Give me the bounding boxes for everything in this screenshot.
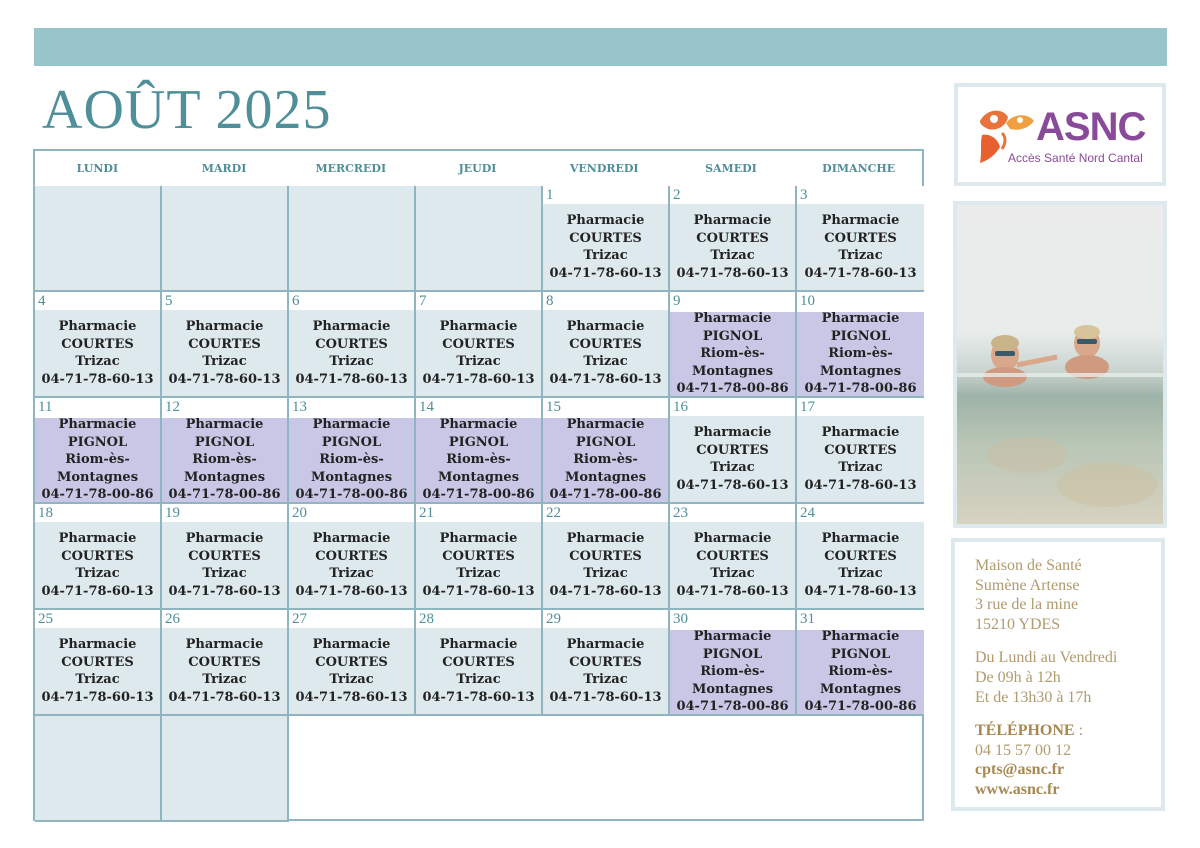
pharmacy-phone: 04-71-78-60-13	[295, 371, 408, 387]
pharmacy-line: COURTES	[61, 654, 134, 670]
pharmacy-line: PIGNOL	[830, 328, 891, 344]
pharmacy-line: COURTES	[569, 654, 642, 670]
day-cell	[416, 610, 543, 716]
pharmacy-line: Trizac	[583, 354, 628, 369]
day-number: 18	[38, 505, 53, 521]
day-number: 23	[673, 505, 688, 521]
pharmacy-line: Pharmacie	[566, 213, 645, 228]
pharmacy-line: Pharmacie	[312, 637, 391, 652]
pharmacy-line: Pharmacie	[439, 637, 518, 652]
pharmacy-line: Pharmacie	[439, 531, 518, 546]
pharmacy-line: Pharmacie	[821, 629, 900, 645]
pharmacy-on-duty	[35, 522, 160, 608]
pharmacy-line: COURTES	[442, 654, 515, 670]
pharmacy-on-duty	[797, 630, 924, 714]
day-number: 11	[38, 399, 53, 415]
pharmacy-on-duty	[670, 416, 795, 502]
pharmacy-on-duty	[670, 312, 795, 396]
pharmacy-line: COURTES	[61, 548, 134, 564]
day-number: 7	[419, 293, 427, 309]
pharmacy-line: Trizac	[202, 672, 247, 687]
pharmacy-line: Trizac	[838, 248, 883, 263]
pharmacy-line: COURTES	[315, 654, 388, 670]
pharmacy-line: Trizac	[329, 672, 374, 687]
day-cell	[670, 292, 797, 398]
day-cell	[416, 292, 543, 398]
address-line: 3 rue de la mine	[975, 596, 1079, 614]
page-title: AOÛT 2025	[42, 79, 332, 141]
pharmacy-line: Trizac	[75, 354, 120, 369]
day-number: 28	[419, 611, 434, 627]
pharmacy-on-duty	[543, 628, 668, 714]
weekday-samedi: SAMEDI	[705, 162, 757, 175]
day-cell	[797, 186, 924, 292]
pharmacy-on-duty	[162, 628, 287, 714]
pharmacy-line: Pharmacie	[693, 213, 772, 228]
pharmacy-line: Trizac	[710, 248, 755, 263]
day-cell	[797, 292, 924, 398]
day-cell	[543, 398, 670, 504]
pharmacy-phone: 04-71-78-60-13	[676, 477, 789, 493]
pharmacy-phone: 04-71-78-00-86	[676, 699, 789, 715]
weekday-jeudi: JEUDI	[458, 162, 497, 175]
day-number: 12	[165, 399, 180, 415]
pharmacy-line: COURTES	[61, 336, 134, 352]
address-line: Sumène Artense	[975, 576, 1080, 594]
pharmacy-line: Trizac	[329, 354, 374, 369]
pharmacy-on-duty	[416, 418, 541, 502]
pharmacy-phone: 04-71-78-60-13	[422, 583, 535, 599]
pharmacy-line: Pharmacie	[693, 425, 772, 440]
weekday-header	[35, 151, 922, 188]
email-link[interactable]: cpts@asnc.fr	[975, 761, 1065, 779]
pharmacy-on-duty	[162, 310, 287, 396]
day-number: 6	[292, 293, 300, 309]
calendar-grid	[33, 149, 924, 821]
pharmacy-phone: 04-71-78-60-13	[295, 583, 408, 599]
pharmacy-line: Pharmacie	[566, 531, 645, 546]
pharmacy-line: Trizac	[838, 566, 883, 581]
pharmacy-line: COURTES	[824, 548, 897, 564]
empty-cell	[289, 186, 416, 292]
pharmacy-phone: 04-71-78-00-86	[804, 381, 917, 397]
pharmacy-line: Trizac	[710, 566, 755, 581]
pharmacy-phone: 04-71-78-60-13	[41, 371, 154, 387]
day-number: 3	[800, 187, 808, 203]
day-cell	[543, 610, 670, 716]
weekday-vendredi: VENDREDI	[569, 162, 639, 175]
top-banner	[34, 28, 1167, 66]
pharmacy-line: COURTES	[188, 654, 261, 670]
pharmacy-phone: 04-71-78-60-13	[676, 265, 789, 281]
logo-subtitle: Accès Santé Nord Cantal	[1008, 151, 1143, 165]
pharmacy-on-duty	[289, 310, 414, 396]
pharmacy-on-duty	[162, 522, 287, 608]
pharmacy-line: Montagnes	[819, 681, 902, 697]
day-number: 8	[546, 293, 554, 309]
day-number: 10	[800, 293, 815, 309]
pharmacy-line: Montagnes	[310, 469, 393, 485]
pharmacy-phone: 04-71-78-60-13	[549, 689, 662, 705]
pharmacy-on-duty	[670, 522, 795, 608]
pharmacy-line: Pharmacie	[185, 417, 264, 433]
pharmacy-line: PIGNOL	[830, 646, 891, 662]
day-number: 26	[165, 611, 180, 627]
pharmacy-line: Trizac	[583, 248, 628, 263]
pharmacy-line: COURTES	[696, 548, 769, 564]
pharmacy-line: Pharmacie	[821, 213, 900, 228]
pharmacy-on-duty	[797, 416, 924, 502]
weekday-mardi: MARDI	[201, 162, 247, 175]
day-number: 31	[800, 611, 815, 627]
hours-line: De 09h à 12h	[975, 668, 1061, 686]
pharmacy-line: Pharmacie	[439, 319, 518, 334]
pharmacy-line: Trizac	[583, 566, 628, 581]
pharmacy-on-duty	[543, 522, 668, 608]
day-cell	[797, 610, 924, 716]
pharmacy-line: COURTES	[442, 336, 515, 352]
day-cell	[670, 398, 797, 504]
pharmacy-phone: 04-71-78-60-13	[804, 265, 917, 281]
pharmacy-line: COURTES	[569, 548, 642, 564]
day-number: 9	[673, 293, 681, 309]
pharmacy-line: Riom-ès-	[65, 452, 130, 468]
day-number: 21	[419, 505, 434, 521]
day-cell	[162, 292, 289, 398]
pharmacy-line: Trizac	[456, 354, 501, 369]
pharmacy-line: COURTES	[569, 230, 642, 246]
pharmacy-on-duty	[797, 312, 924, 396]
website-link[interactable]: www.asnc.fr	[975, 780, 1060, 798]
pharmacy-line: Trizac	[583, 672, 628, 687]
empty-cell	[35, 716, 162, 822]
phone-separator: :	[1074, 722, 1084, 740]
photo-frame	[953, 201, 1167, 528]
day-number: 15	[546, 399, 561, 415]
pharmacy-line: Pharmacie	[58, 637, 137, 652]
phone-label-line	[975, 721, 1117, 741]
pharmacy-line: PIGNOL	[448, 434, 509, 450]
pharmacy-phone: 04-71-78-00-86	[168, 487, 281, 503]
pharmacy-on-duty	[35, 628, 160, 714]
day-cell	[797, 504, 924, 610]
weekday-lundi: LUNDI	[76, 162, 119, 175]
day-cell	[35, 398, 162, 504]
pharmacy-phone: 04-71-78-60-13	[168, 371, 281, 387]
pharmacy-line: Trizac	[75, 566, 120, 581]
day-cell	[670, 610, 797, 716]
pharmacy-line: PIGNOL	[321, 434, 382, 450]
pharmacy-line: Trizac	[456, 566, 501, 581]
pharmacy-on-duty	[670, 630, 795, 714]
pharmacy-phone: 04-71-78-00-86	[804, 699, 917, 715]
pharmacy-on-duty	[35, 310, 160, 396]
day-number: 13	[292, 399, 307, 415]
pharmacy-line: Trizac	[202, 354, 247, 369]
pharmacy-line: Riom-ès-	[446, 452, 511, 468]
pharmacy-on-duty	[543, 418, 668, 502]
pharmacy-line: Montagnes	[183, 469, 266, 485]
pharmacy-line: COURTES	[696, 230, 769, 246]
day-number: 30	[673, 611, 688, 627]
pharmacy-line: Pharmacie	[312, 417, 391, 433]
pharmacy-line: Montagnes	[691, 363, 774, 379]
day-cell	[162, 504, 289, 610]
pharmacy-on-duty	[416, 310, 541, 396]
pharmacy-line: COURTES	[824, 230, 897, 246]
pharmacy-line: Pharmacie	[58, 319, 137, 334]
day-cell	[289, 610, 416, 716]
pharmacy-line: Pharmacie	[693, 531, 772, 546]
address-line: 15210 YDES	[975, 615, 1061, 633]
day-number: 14	[419, 399, 434, 415]
day-cell	[543, 504, 670, 610]
pharmacy-line: Trizac	[329, 566, 374, 581]
day-number: 16	[673, 399, 688, 415]
day-cell	[797, 398, 924, 504]
day-cell	[543, 292, 670, 398]
pharmacy-line: Riom-ès-	[192, 452, 257, 468]
pharmacy-line: Montagnes	[56, 469, 139, 485]
pharmacy-line: Pharmacie	[693, 629, 772, 645]
asnc-logo	[976, 105, 1146, 167]
pharmacy-phone: 04-71-78-60-13	[41, 689, 154, 705]
address-line: Maison de Santé	[975, 557, 1082, 574]
pharmacy-line: COURTES	[188, 336, 261, 352]
day-number: 2	[673, 187, 681, 203]
pharmacy-line: COURTES	[569, 336, 642, 352]
contact-panel	[951, 538, 1165, 811]
day-cell	[416, 504, 543, 610]
pharmacy-phone: 04-71-78-60-13	[549, 265, 662, 281]
pharmacy-line: Riom-ès-	[700, 346, 765, 362]
pharmacy-on-duty	[543, 204, 668, 290]
pharmacy-phone: 04-71-78-60-13	[168, 689, 281, 705]
empty-cell	[162, 186, 289, 292]
pharmacy-line: PIGNOL	[194, 434, 255, 450]
pharmacy-line: Pharmacie	[312, 531, 391, 546]
day-cell	[35, 292, 162, 398]
day-cell	[289, 504, 416, 610]
day-number: 5	[165, 293, 173, 309]
pharmacy-line: Pharmacie	[821, 531, 900, 546]
pharmacy-line: Pharmacie	[439, 417, 518, 433]
pharmacy-line: PIGNOL	[67, 434, 128, 450]
pharmacy-line: Pharmacie	[693, 311, 772, 327]
pharmacy-line: PIGNOL	[575, 434, 636, 450]
hours-line: Et de 13h30 à 17h	[975, 688, 1092, 706]
pharmacy-line: PIGNOL	[702, 646, 763, 662]
pharmacy-line: COURTES	[315, 336, 388, 352]
day-number: 24	[800, 505, 815, 521]
day-cell	[416, 398, 543, 504]
pharmacy-phone: 04-71-78-60-13	[41, 583, 154, 599]
pharmacy-line: Riom-ès-	[700, 664, 765, 680]
pharmacy-phone: 04-71-78-00-86	[422, 487, 535, 503]
pharmacy-line: Montagnes	[437, 469, 520, 485]
day-cell	[543, 186, 670, 292]
pharmacy-line: Trizac	[75, 672, 120, 687]
pharmacy-line: Trizac	[202, 566, 247, 581]
pharmacy-line: Riom-ès-	[573, 452, 638, 468]
day-number: 29	[546, 611, 561, 627]
pharmacy-line: Pharmacie	[185, 319, 264, 334]
day-number: 27	[292, 611, 307, 627]
pharmacy-on-duty	[416, 628, 541, 714]
pharmacy-phone: 04-71-78-60-13	[549, 583, 662, 599]
day-cell	[289, 398, 416, 504]
pharmacy-phone: 04-71-78-00-86	[295, 487, 408, 503]
pharmacy-line: COURTES	[188, 548, 261, 564]
pharmacy-line: Pharmacie	[312, 319, 391, 334]
empty-cell	[416, 186, 543, 292]
pharmacy-phone: 04-71-78-60-13	[422, 689, 535, 705]
day-cell	[35, 504, 162, 610]
pharmacy-phone: 04-71-78-60-13	[422, 371, 535, 387]
pharmacy-line: COURTES	[442, 548, 515, 564]
logo-name: ASNC	[1036, 105, 1146, 149]
day-cell	[289, 292, 416, 398]
pharmacy-line: Riom-ès-	[828, 346, 893, 362]
pharmacy-on-duty	[162, 418, 287, 502]
pharmacy-line: Pharmacie	[821, 311, 900, 327]
day-cell	[670, 504, 797, 610]
pharmacy-line: Riom-ès-	[319, 452, 384, 468]
pharmacy-line: Pharmacie	[58, 417, 137, 433]
pharmacy-line: COURTES	[315, 548, 388, 564]
pharmacy-phone: 04-71-78-00-86	[549, 487, 662, 503]
pharmacy-line: Montagnes	[819, 363, 902, 379]
pharmacy-on-duty	[289, 628, 414, 714]
pharmacy-line: Pharmacie	[566, 417, 645, 433]
pharmacy-phone: 04-71-78-60-13	[804, 477, 917, 493]
pharmacy-phone: 04-71-78-60-13	[676, 583, 789, 599]
pharmacy-phone: 04-71-78-60-13	[168, 583, 281, 599]
pharmacy-line: Pharmacie	[58, 531, 137, 546]
pharmacy-on-duty	[289, 522, 414, 608]
day-cell	[35, 610, 162, 716]
empty-cell	[162, 716, 289, 822]
hours-line: Du Lundi au Vendredi	[975, 649, 1118, 667]
pharmacy-line: Trizac	[838, 460, 883, 475]
pharmacy-on-duty	[543, 310, 668, 396]
pharmacy-on-duty	[797, 204, 924, 290]
pharmacy-on-duty	[416, 522, 541, 608]
pharmacy-line: COURTES	[696, 442, 769, 458]
day-number: 20	[292, 505, 307, 521]
pharmacy-phone: 04-71-78-60-13	[549, 371, 662, 387]
empty-cell	[35, 186, 162, 292]
pharmacy-line: Pharmacie	[566, 319, 645, 334]
pharmacy-line: Pharmacie	[185, 531, 264, 546]
pharmacy-line: Pharmacie	[185, 637, 264, 652]
pharmacy-phone: 04-71-78-60-13	[295, 689, 408, 705]
pharmacy-phone: 04-71-78-00-86	[676, 381, 789, 397]
pharmacy-on-duty	[289, 418, 414, 502]
day-number: 17	[800, 399, 815, 415]
children-swimming-photo	[957, 205, 1163, 524]
pharmacy-on-duty	[797, 522, 924, 608]
pharmacy-line: Riom-ès-	[828, 664, 893, 680]
day-cell	[670, 186, 797, 292]
pharmacy-phone: 04-71-78-00-86	[41, 487, 154, 503]
pharmacy-line: Pharmacie	[566, 637, 645, 652]
pharmacy-line: Pharmacie	[821, 425, 900, 440]
pharmacy-line: Montagnes	[564, 469, 647, 485]
day-number: 22	[546, 505, 561, 521]
pharmacy-line: PIGNOL	[702, 328, 763, 344]
day-number: 4	[38, 293, 46, 309]
pharmacy-line: COURTES	[824, 442, 897, 458]
pharmacy-line: Trizac	[456, 672, 501, 687]
weekday-dimanche: DIMANCHE	[822, 162, 896, 175]
pharmacy-on-duty	[670, 204, 795, 290]
pharmacy-line: Trizac	[710, 460, 755, 475]
weekday-mercredi: MERCREDI	[315, 162, 387, 175]
day-cell	[162, 398, 289, 504]
phone-number[interactable]: 04 15 57 00 12	[975, 741, 1071, 759]
day-cell	[162, 610, 289, 716]
pharmacy-line: Montagnes	[691, 681, 774, 697]
logo-panel	[954, 83, 1166, 186]
day-number: 1	[546, 187, 554, 203]
pharmacy-phone: 04-71-78-60-13	[804, 583, 917, 599]
day-number: 19	[165, 505, 180, 521]
day-number: 25	[38, 611, 53, 627]
phone-label: TÉLÉPHONE	[975, 722, 1075, 740]
pharmacy-on-duty	[35, 418, 160, 502]
